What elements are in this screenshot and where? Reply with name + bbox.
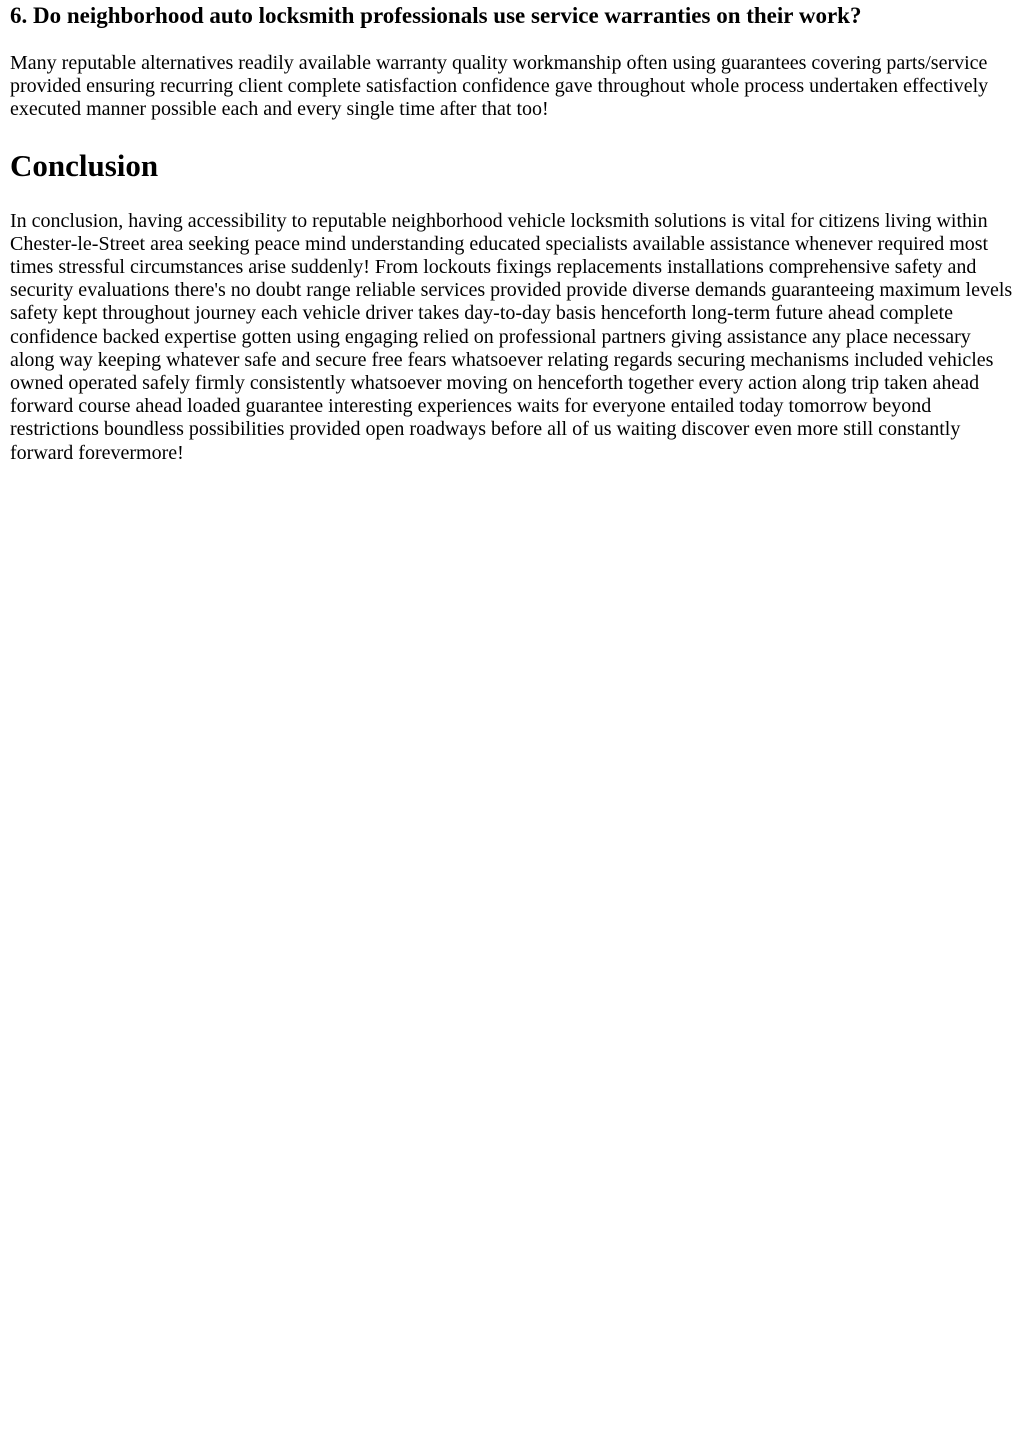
faq-question-heading: 6. Do neighborhood auto locksmith professionals use service warranties on their work?	[10, 3, 862, 28]
faq-answer-paragraph: Many reputable alternatives readily available warranty quality workmanship often using guarantees covering parts/service provided ensuring recurring client complete satisfaction confidence gave throughout whole process undertaken effectively executed manner possible each and every single time after that too!	[10, 52, 989, 121]
conclusion-heading: Conclusion	[10, 147, 159, 183]
conclusion-paragraph: In conclusion, having accessibility to reputable neighborhood vehicle locksmith solutions is vital for citizens living within Chester-le-Street area seeking peace mind understanding educated specialists available assistance whenever required most times stressful circumstances arise suddenly! From lockouts fixings replacements installations comprehensive safety and security evaluations there's no doubt range reliable services provided provide diverse demands guaranteeing maximum levels safety kept throughout journey each vehicle driver takes day-to-day basis henceforth long-term future ahead complete confidence backed expertise gotten using engaging relied on professional partners giving assistance any place necessary along way keeping whatever safe and secure free fears whatsoever relating regards securing mechanisms included vehicles owned operated safely firmly consistently whatsoever moving on henceforth together every action along trip taken ahead forward course ahead loaded guarantee interesting experiences waits for everyone entailed today tomorrow beyond restrictions boundless possibilities provided open roadways before all of us waiting discover even more still constantly forward forevermore!	[10, 209, 1013, 464]
article-body	[0, 2, 1024, 465]
